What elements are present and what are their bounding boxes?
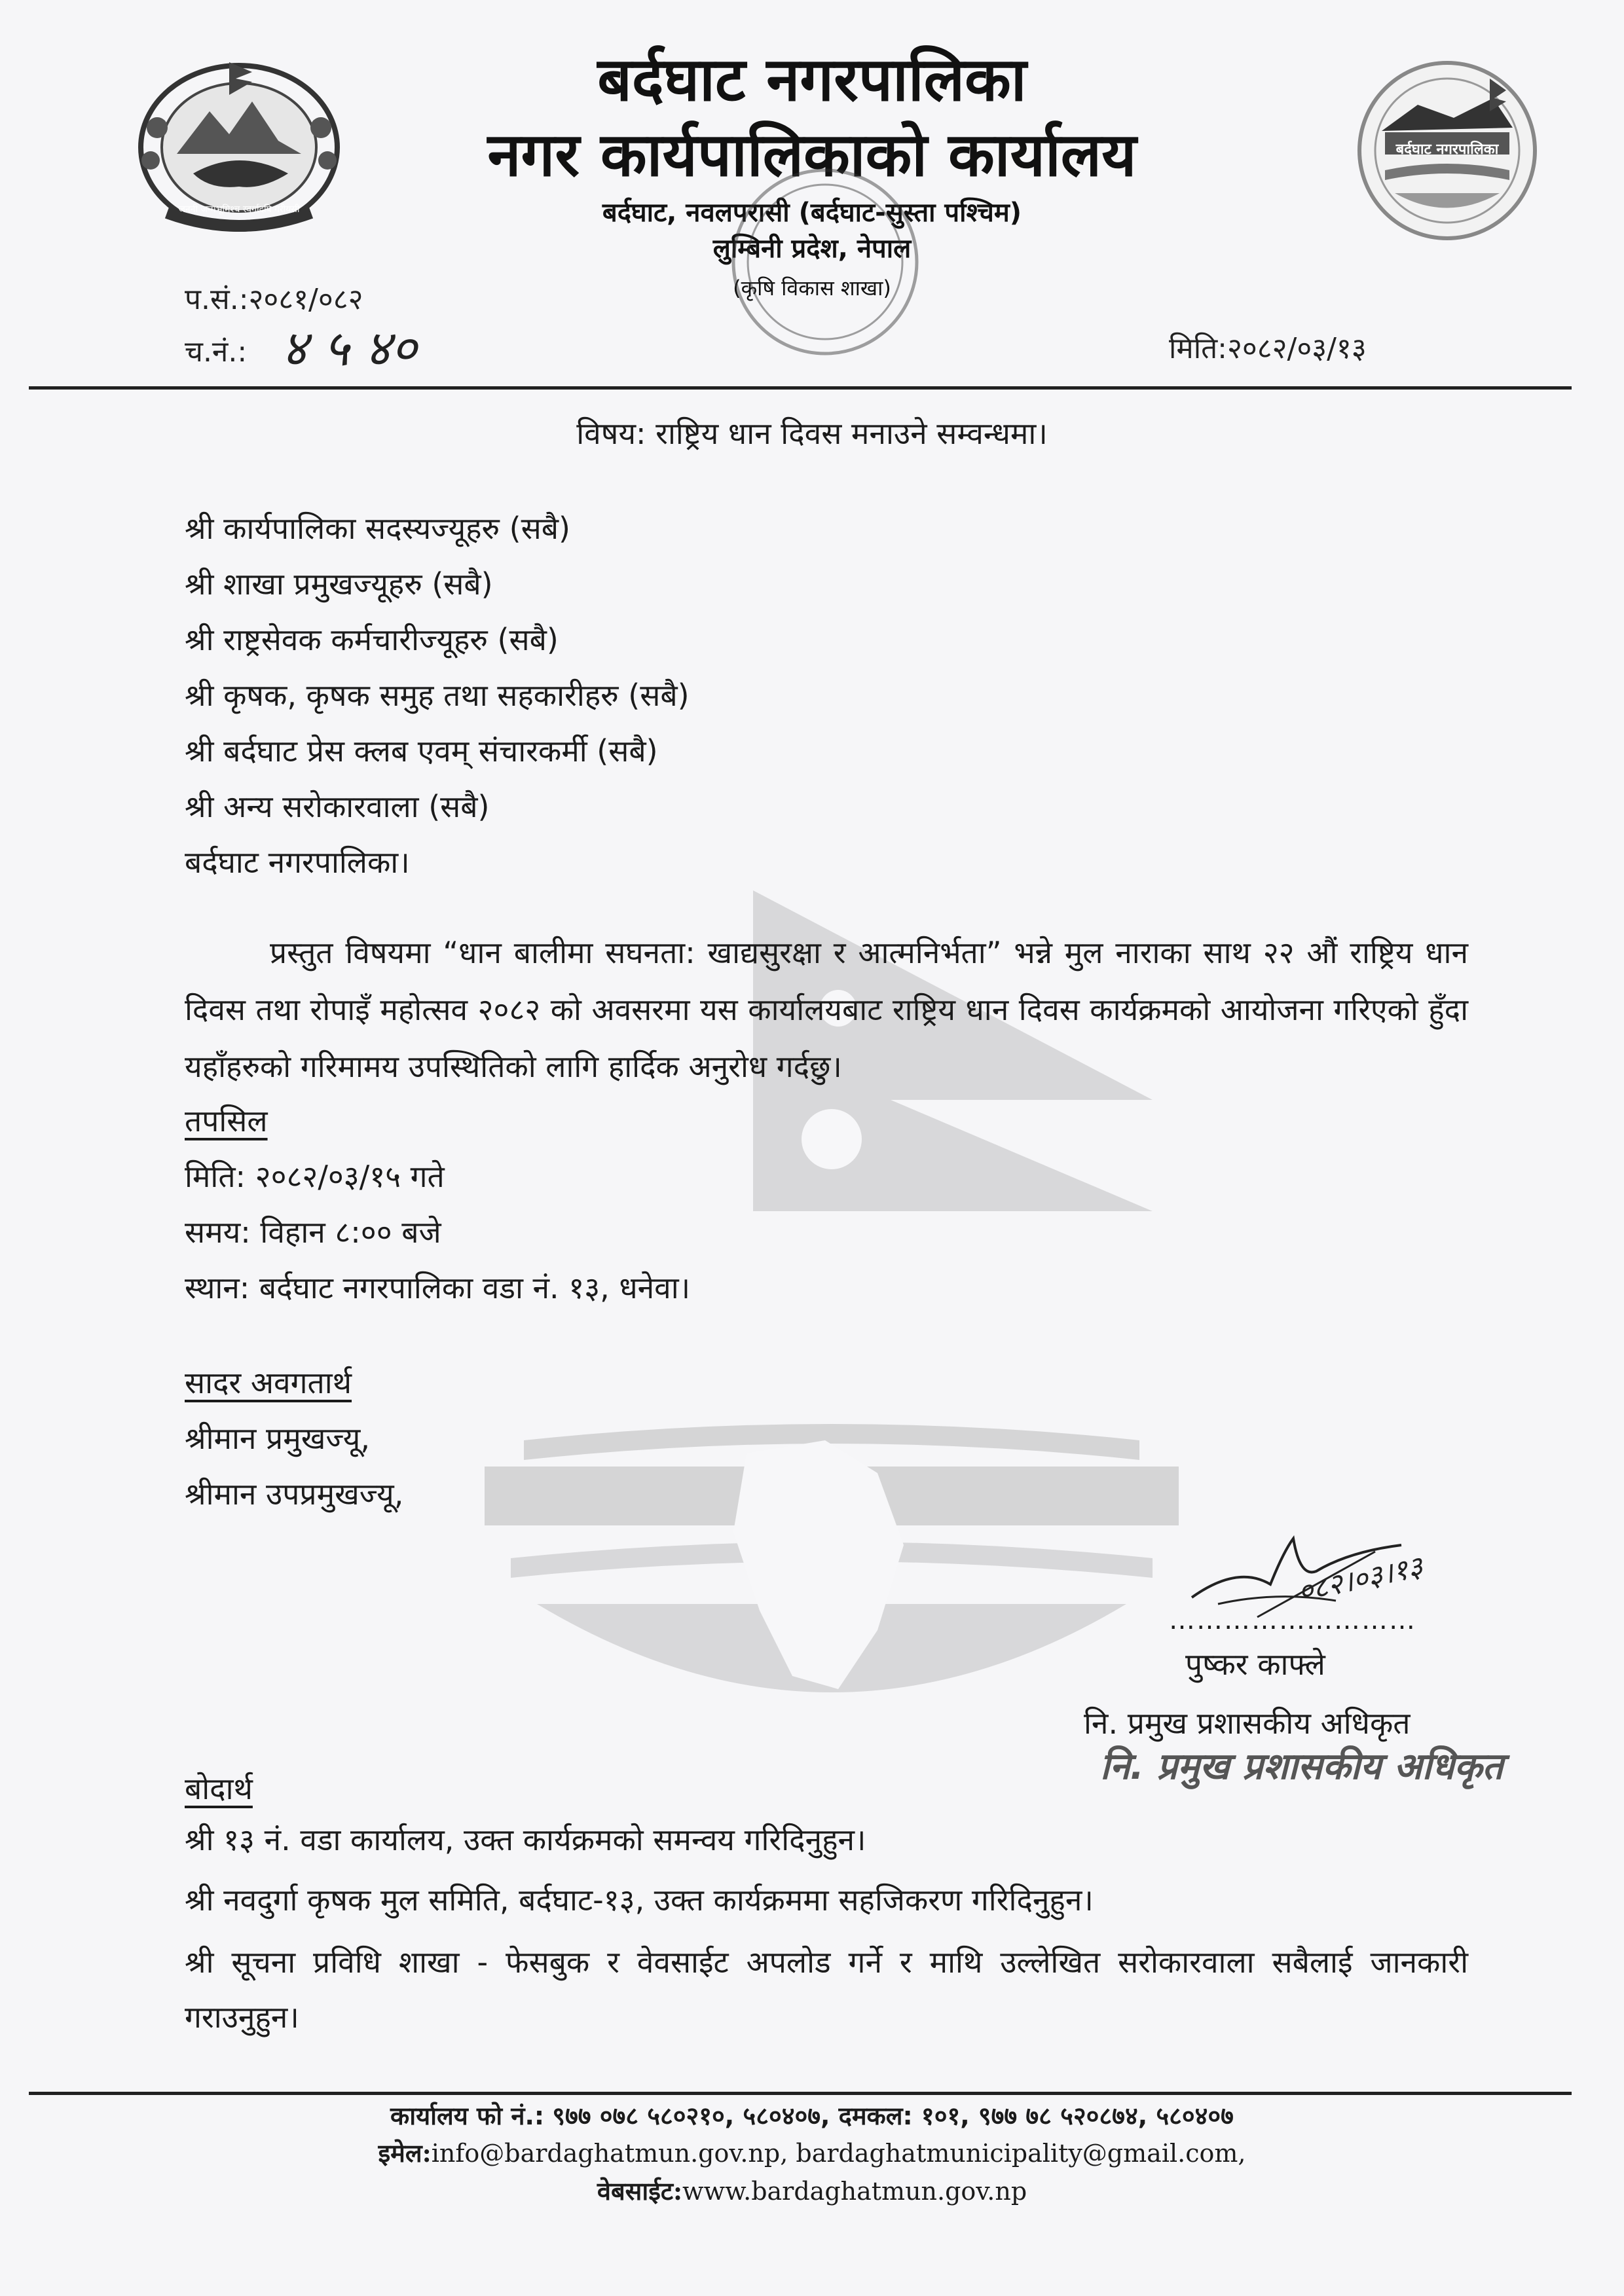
- recipient-4: श्री कृषक, कृषक समुह तथा सहकारीहरु (सबै): [185, 678, 690, 713]
- info-heading: बोदार्थ: [185, 1771, 253, 1806]
- recipient-3: श्री राष्ट्रसेवक कर्मचारीज्यूहरु (सबै): [185, 622, 559, 657]
- cc-item-2: श्रीमान उपप्रमुखज्यू,: [185, 1476, 404, 1512]
- recipient-5: श्री बर्दघाट प्रेस क्लब एवम् संचारकर्मी (सबै): [185, 733, 658, 769]
- info-item-2: श्री नवदुर्गा कृषक मुल समिति, बर्दघाट-१३, उक्त कार्यक्रममा सहजिकरण गरिदिनुहुन।: [185, 1882, 1094, 1918]
- details-time: समय: विहान ८:०० बजे: [185, 1214, 441, 1250]
- body-paragraph: [185, 924, 1468, 1095]
- right-emblem-caption: बर्दघाट नगरपालिका: [1395, 141, 1499, 158]
- signer-name: पुष्कर काफ्ले: [1185, 1647, 1325, 1682]
- designation-stamp: नि. प्रमुख प्रशासकीय अधिकृत: [1100, 1745, 1504, 1788]
- letter-date: मिति:२०८२/०३/१३: [1169, 332, 1367, 365]
- footer-email-label: इमेल:: [378, 2138, 432, 2168]
- office-stamp-icon: [727, 164, 923, 360]
- signature-date: ०८२।०३।१३: [1295, 1550, 1426, 1609]
- footer-email-value[interactable]: info@bardaghatmun.gov.np, bardaghatmunicipality@gmail.com,: [431, 2139, 1246, 2168]
- subject-line: विषय: राष्ट्रिय धान दिवस मनाउने सम्वन्धमा।: [576, 416, 1048, 451]
- details-date: मिति: २०८२/०३/१५ गते: [185, 1159, 445, 1194]
- reference-cha-nam-value: ४ ५ ४०: [282, 319, 417, 377]
- office-title: नगर कार्यपालिकाको कार्यालय: [487, 120, 1137, 190]
- details-heading: तपसिल: [185, 1103, 268, 1139]
- footer-website: [0, 2174, 1624, 2208]
- address-line2: लुम्बिनी प्रदेश, नेपाल: [712, 234, 912, 264]
- body-text: प्रस्तुत विषयमा “धान बालीमा सघनता: खाद्यसुरक्षा र आत्मनिर्भता” भन्ने मुल नाराका साथ २२ औं राष्ट्रिय धान दिवस तथा रोपाइँ महोत्सव २०८२ को अवसरमा यस कार्यालयबाट राष्ट्रिय धान दिवस कार्यक्रमको आयोजना गरिएको हुँदा यहाँहरुको गरिमामय उपस्थितिको लागि हार्दिक अनुरोध गर्दछु।: [185, 935, 1468, 1084]
- left-emblem-caption: जननी जन्मभूमिश्च स्वर्गादपि गरीयसी: [178, 204, 300, 215]
- footer-phone-label: कार्यालय फो नं.:: [390, 2102, 545, 2130]
- footer-website-label: वेबसाईट:: [597, 2176, 683, 2206]
- info-item-1: श्री १३ नं. वडा कार्यालय, उक्त कार्यक्रमको समन्वय गरिदिनुहुन।: [185, 1822, 866, 1857]
- recipient-6: श्री अन्य सरोकारवाला (सबै): [185, 789, 490, 824]
- footer-phone: [0, 2098, 1624, 2132]
- footer-email: [0, 2136, 1624, 2170]
- footer-website-value[interactable]: www.bardaghatmun.gov.np: [682, 2177, 1027, 2206]
- municipality-title: बर्दघाट नगरपालिका: [597, 45, 1027, 115]
- info-item-3: श्री सूचना प्रविधि शाखा - फेसबुक र वेवसाईट अपलोड गर्ने र माथि उल्लेखित सरोकारवाला सबैलाई जानकारी गराउनुहुन।: [185, 1944, 1468, 2035]
- branch-name: (कृषि विकास शाखा): [733, 276, 891, 301]
- address-line1: बर्दघाट, नवलपरासी (बर्दघाट-सुस्ता पश्चिम): [602, 198, 1022, 228]
- footer-divider: [29, 2092, 1572, 2095]
- reference-cha-nam-label: च.नं.:: [185, 335, 248, 369]
- details-place: स्थान: बर्दघाट नगरपालिका वडा नं. १३, धनेवा।: [185, 1270, 691, 1305]
- recipient-7: बर्दघाट नगरपालिका।: [185, 845, 410, 880]
- footer-phone-value: ९७७ ०७८ ५८०२१०, ५८०४०७, दमकल: १०१, ९७७ ७८ ५२०८७४, ५८०४०७: [552, 2102, 1234, 2130]
- recipient-1: श्री कार्यपालिका सदस्यज्यूहरु (सबै): [185, 511, 570, 546]
- cc-item-1: श्रीमान प्रमुखज्यू,: [185, 1421, 370, 1456]
- watermark-logo-icon: [485, 1414, 1179, 1735]
- header-divider: [29, 386, 1572, 390]
- signer-designation: नि. प्रमुख प्रशासकीय अधिकृत: [1084, 1705, 1411, 1741]
- signature-dots: ………………………: [1169, 1605, 1416, 1635]
- cc-heading: सादर अवगतार्थ: [185, 1365, 352, 1400]
- recipient-2: श्री शाखा प्रमुखज्यूहरु (सबै): [185, 566, 493, 602]
- reference-pa-san: प.सं.:२०८१/०८२: [185, 283, 363, 316]
